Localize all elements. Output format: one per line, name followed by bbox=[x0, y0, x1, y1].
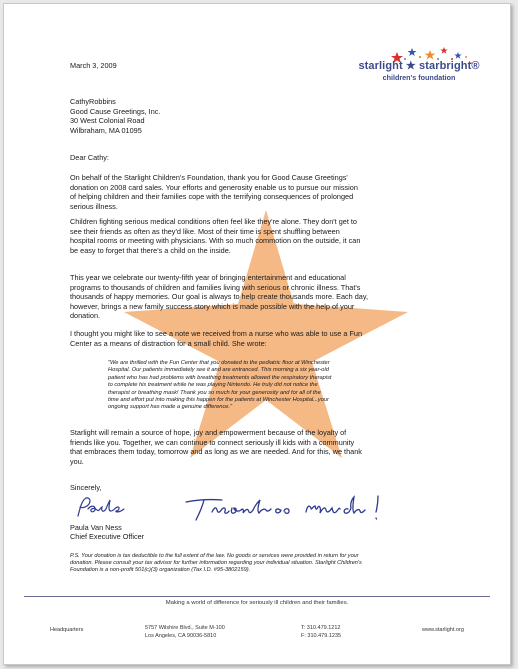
text-line: programs to thousands of children and families living with serious or chronic illness. That's bbox=[70, 282, 361, 292]
starlight-logo bbox=[334, 46, 504, 94]
text-line: see their friends as often as they'd like. Most of their time is spent shuffling between bbox=[70, 226, 340, 236]
address-line: 30 West Colonial Road bbox=[70, 116, 145, 126]
footer-tagline: Making a world of difference for seriously ill children and their families. bbox=[165, 600, 349, 606]
salutation: Dear Cathy: bbox=[70, 153, 109, 162]
text-line: of helping children and their families cope with the terrifying consequences of prolonged bbox=[70, 192, 354, 202]
text-line: you. bbox=[70, 456, 84, 466]
footer-address bbox=[145, 624, 225, 640]
quote-line: time and effort put into making this happen for the patients at Winchester Hospital...your bbox=[108, 397, 329, 404]
logo-subtitle: children's foundation bbox=[382, 73, 456, 82]
handwritten-thanks-note bbox=[182, 492, 422, 528]
text-line: however, brings a new family success story which is made possible with the help of your bbox=[70, 301, 355, 311]
text-line: donation on 2008 card sales. Your efforts and generosity enable us to pursue our mission bbox=[70, 182, 358, 192]
quote-line: to complete his treatment while he was playing Nintendo. He truly did not notice the bbox=[108, 382, 318, 389]
address-line: Wilbraham, MA 01095 bbox=[70, 125, 142, 135]
handwritten-signature bbox=[72, 494, 142, 522]
text-line: On behalf of the Starlight Children's Foundation, thank you for Good Cause Greetings' bbox=[70, 173, 348, 182]
address-line: CathyRobbins bbox=[70, 97, 116, 106]
text-line: thousands of happy memories. Our goal is always to help create thousands more. Each day, bbox=[70, 292, 368, 302]
text-line: friends like you. Together, we can continue to connect seriously ill kids with a community bbox=[70, 437, 355, 447]
letter-page bbox=[3, 3, 511, 665]
quote-line: Hospital. Our patients immediately see it and are entranced. This morning a six year-old bbox=[108, 367, 329, 374]
footer-divider bbox=[24, 596, 490, 597]
body-paragraph bbox=[70, 428, 456, 466]
footer-address-line: 5757 Wilshire Blvd., Suite M-100 bbox=[145, 625, 225, 631]
footer-hq-label: Headquarters bbox=[50, 627, 84, 633]
text-line: be easy to forget that there's a child on the inside. bbox=[70, 245, 231, 255]
postscript bbox=[70, 553, 462, 575]
quote-line: ongoing support has made a genuine difference." bbox=[108, 404, 233, 411]
text-line: hospital rooms or meeting with physicians. With so much commotion on the outside, it can bbox=[70, 236, 361, 246]
quote-line: therapist or breathing mask! Thank you so much for your generosity and for all of the bbox=[108, 389, 321, 396]
logo-wordmark: starlight ★ starbright® bbox=[358, 60, 480, 72]
footer-website-link[interactable]: www.starlight.org bbox=[422, 627, 464, 633]
footer-phone-line: T: 310.479.1212 bbox=[301, 625, 341, 631]
text-line: Starlight will remain a source of hope, joy and empowerment because of the loyalty of bbox=[70, 428, 347, 437]
footer-address-line: Los Angeles, CA 90036-5810 bbox=[145, 633, 217, 639]
text-line: I thought you might like to see a note we received from a nurse who was able to use a Fun bbox=[70, 329, 363, 338]
quote-line: patient who has had problems with breathing treatments allowed the respiratory therapist bbox=[108, 374, 332, 381]
footer-fax-line: F: 310.479.1235 bbox=[301, 633, 342, 639]
text-line: that embraces them today, tomorrow and as long as we are needed. And for this, we thank bbox=[70, 447, 362, 457]
text-line: This year we celebrate our twenty-fifth year of bringing entertainment and educational bbox=[70, 273, 346, 282]
closing: Sincerely, bbox=[70, 483, 102, 492]
body-paragraph bbox=[70, 329, 456, 348]
quote-line: "We are thrilled with the Fun Center that you donated to the pediatric floor at Winchester bbox=[108, 360, 330, 366]
signer-title: Chief Executive Officer bbox=[70, 532, 145, 541]
recipient-address bbox=[70, 97, 160, 135]
ps-line: P.S. Your donation is tax deductible to the full extent of the law. No goods or services were provided in return for your bbox=[70, 553, 359, 559]
ps-line: Foundation is a non-profit 501(c)(3) organization (Tax I.D. #95-3802159). bbox=[70, 567, 251, 574]
body-paragraph bbox=[70, 217, 456, 255]
text-line: Children fighting serious medical conditions often feel like they're alone. They don't get to bbox=[70, 217, 357, 226]
footer-phone bbox=[301, 624, 341, 640]
signer-name: Paula Van Ness bbox=[70, 523, 122, 532]
body-paragraph bbox=[70, 273, 456, 321]
ps-line: donation. Please consult your tax advisor for further information regarding your individual situation. Starlight Children's bbox=[70, 560, 362, 567]
nurse-quote bbox=[108, 360, 424, 412]
address-line: Good Cause Greetings, Inc. bbox=[70, 106, 161, 116]
text-line: Center as a means of distraction for a small child. She wrote: bbox=[70, 338, 267, 348]
letter-date: March 3, 2009 bbox=[70, 61, 117, 70]
text-line: donation. bbox=[70, 311, 101, 321]
body-paragraph bbox=[70, 173, 456, 211]
text-line: serious illness. bbox=[70, 201, 118, 211]
